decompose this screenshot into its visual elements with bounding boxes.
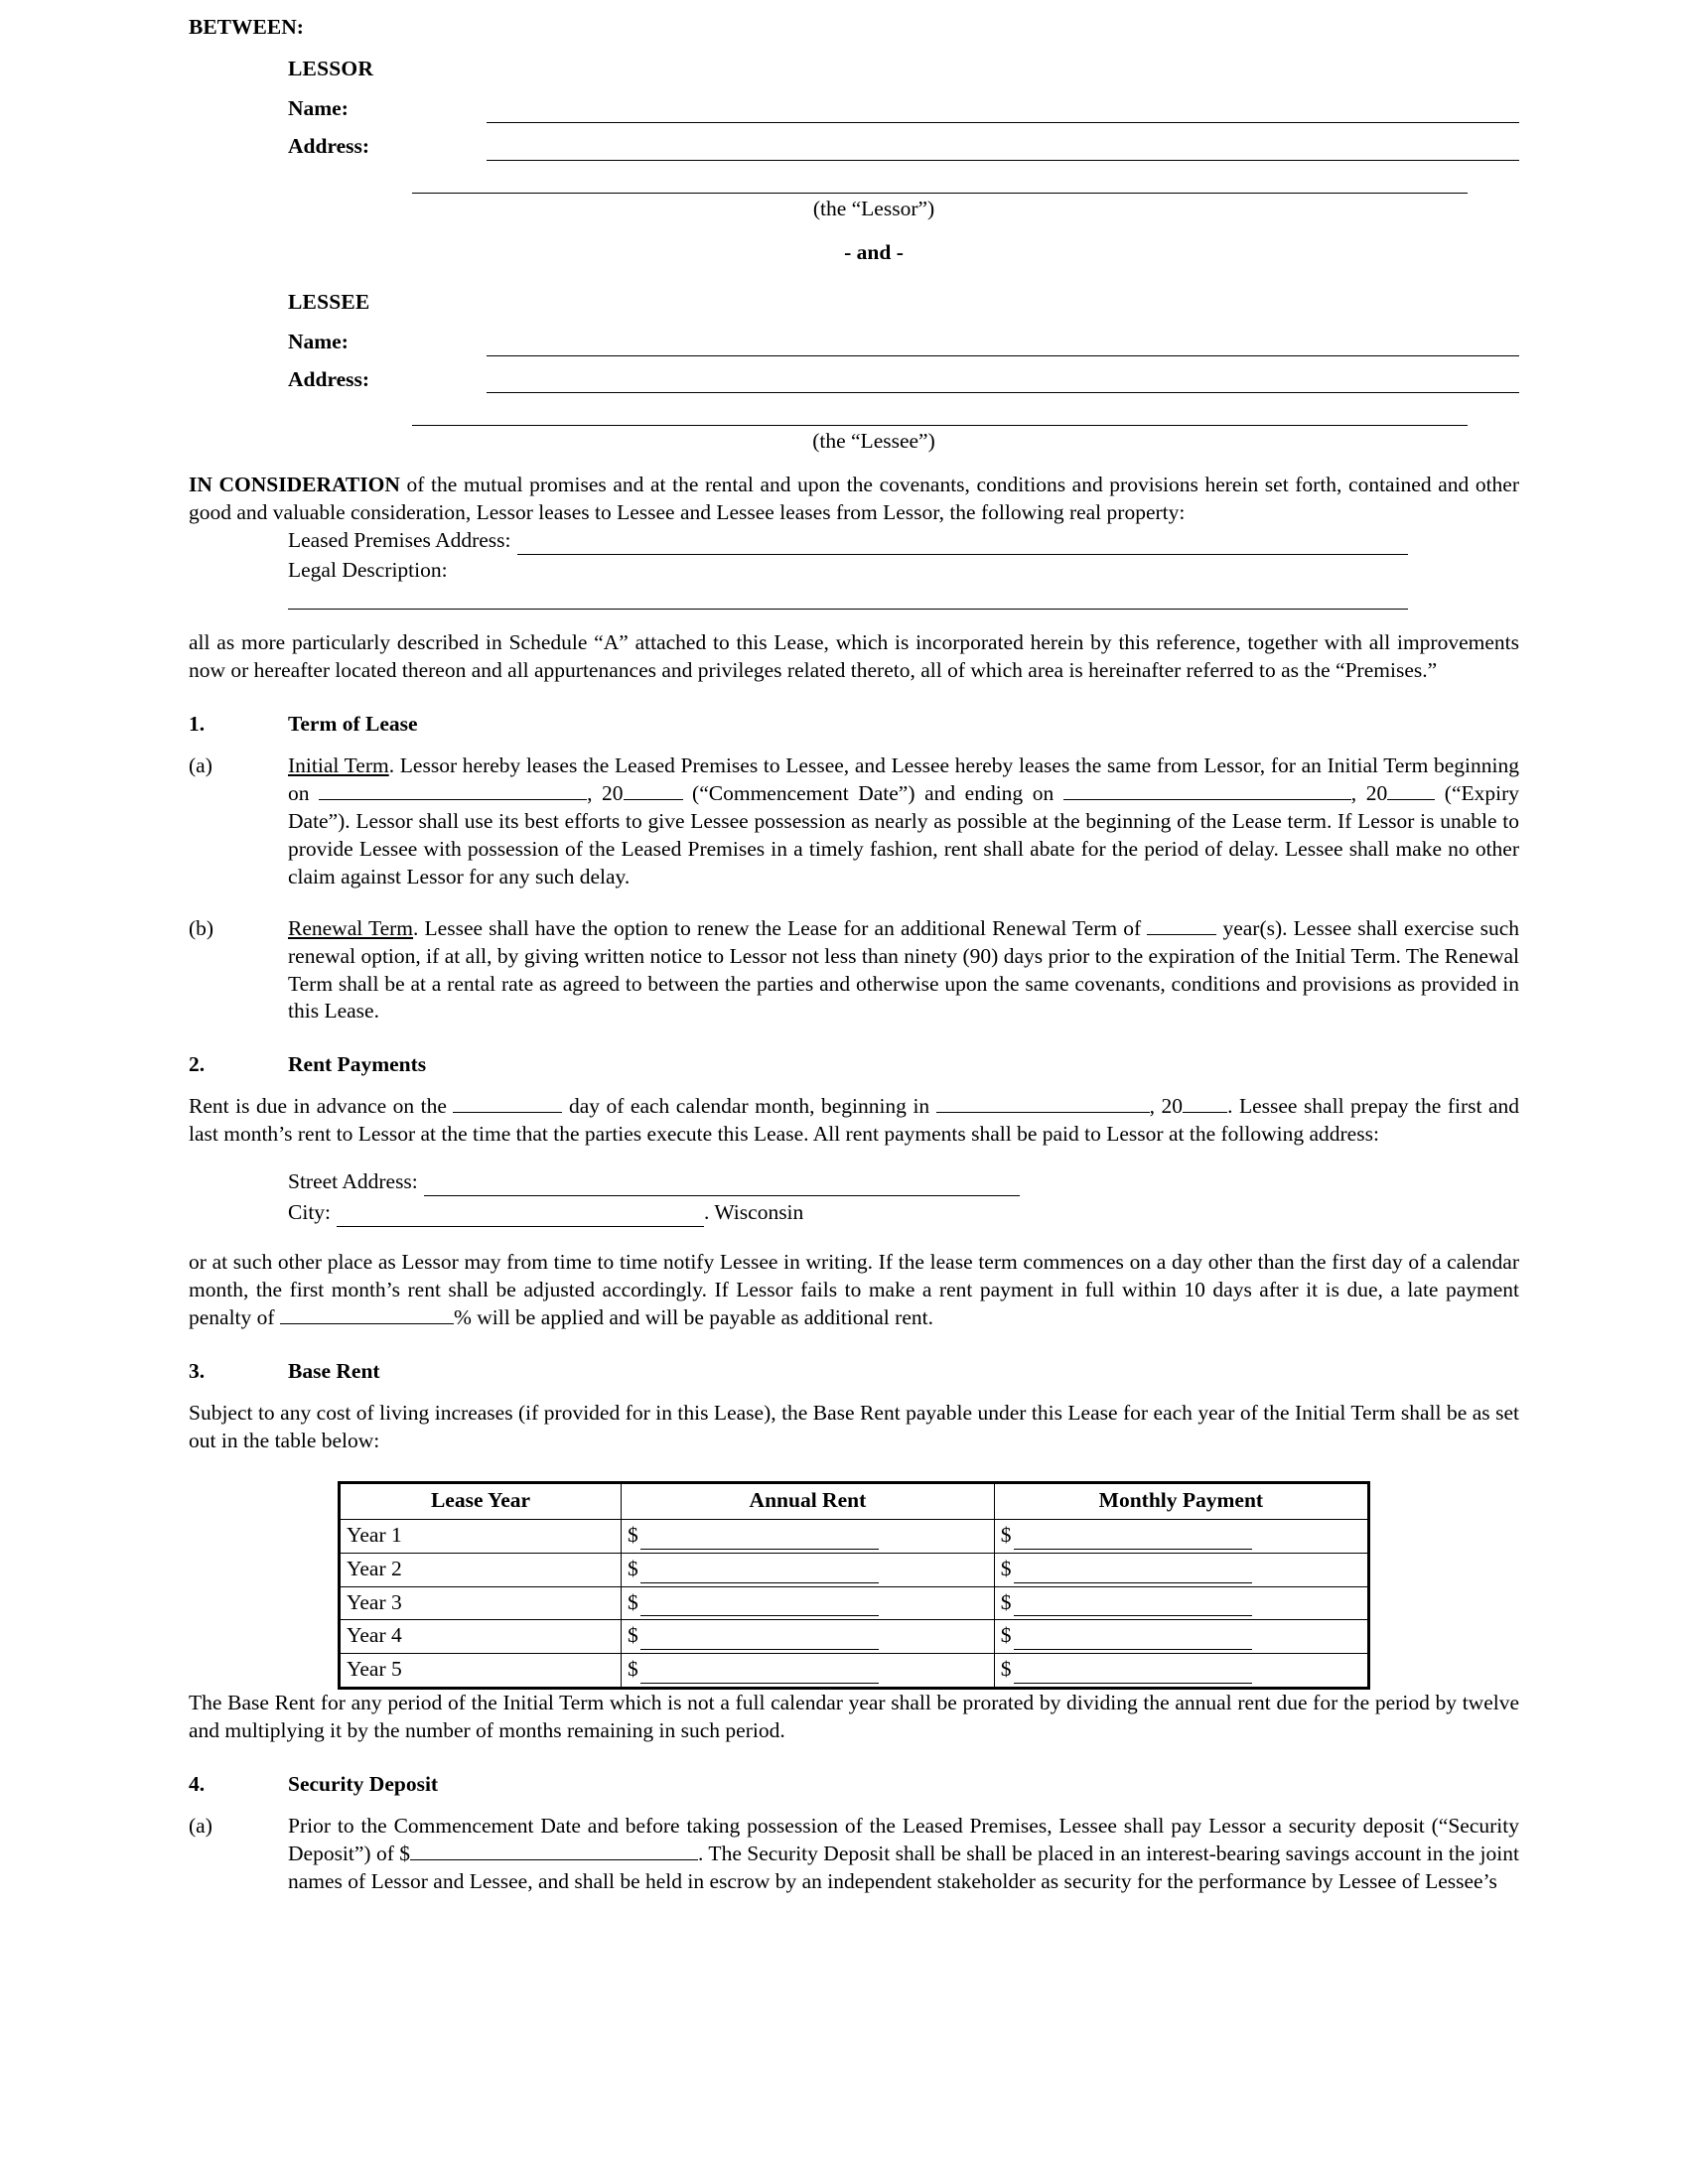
section-2-number: 2. (189, 1052, 206, 1077)
section-4a-text-2: . The Security Deposit shall be shall be placed in an interest-bearing savings account in the joint names of Lessor and Lessee, and shall be held in escrow by an independent stakeholder as security for the performance by Lessee of Lessee’s (288, 1842, 1519, 1893)
table-header-monthly-payment: Monthly Payment (994, 1482, 1368, 1519)
section-1a-heading: Initial Term (288, 752, 389, 777)
base-rent-table (338, 1481, 1370, 1691)
section-1a-letter: (a) (189, 752, 212, 777)
rent-payment-address-block (288, 1168, 1519, 1227)
annual-rent-blank[interactable] (640, 1531, 879, 1550)
between-label: BETWEEN: (189, 15, 304, 39)
section-1b-heading: Renewal Term (288, 915, 414, 940)
section-4-heading (189, 1771, 1519, 1799)
row-monthly-payment-cell[interactable] (994, 1553, 1368, 1586)
annual-rent-blank[interactable] (640, 1597, 879, 1616)
lessor-name-row (288, 95, 1519, 123)
rent-city-label: City: (288, 1200, 332, 1225)
section-2-p1a: Rent is due in advance on the (189, 1094, 454, 1119)
lessor-address-fill-line-2[interactable] (412, 171, 1468, 194)
lessor-address-row (288, 133, 1519, 161)
base-rent-table-wrapper (189, 1481, 1519, 1691)
rent-city-row (288, 1199, 1519, 1227)
currency-symbol: $ (628, 1522, 638, 1547)
currency-symbol: $ (1000, 1522, 1012, 1547)
lessee-heading: LESSEE (288, 289, 370, 314)
row-monthly-payment-cell[interactable] (994, 1586, 1368, 1620)
section-2-p1c: , 20 (1149, 1094, 1184, 1119)
lessor-name-fill-line[interactable] (487, 100, 1519, 123)
leased-premises-address-label: Leased Premises Address: (288, 528, 511, 553)
section-1b-text-2: year(s). Lessee shall exercise such renewal option, if at all, by giving written notice to Lessor not less than ninety (90) days prior to the expiration of the Initial Term. The Renewal Term shall be at a rental rate as agreed to between the parties and otherwise upon the same covenants, conditions and provisions as provided in this Lease. (288, 915, 1519, 1024)
lessor-heading: LESSOR (288, 56, 374, 80)
row-annual-rent-cell[interactable] (622, 1586, 995, 1620)
section-2-p2b: % will be applied and will be payable as additional rent. (453, 1304, 933, 1329)
section-3-heading (189, 1358, 1519, 1386)
table-row (340, 1654, 1369, 1689)
row-monthly-payment-cell[interactable] (994, 1654, 1368, 1689)
table-row (340, 1519, 1369, 1553)
annual-rent-blank[interactable] (640, 1565, 879, 1583)
lessee-address-label: Address: (288, 366, 370, 391)
row-year-label: Year 2 (340, 1553, 622, 1586)
row-annual-rent-cell[interactable] (622, 1654, 995, 1689)
currency-symbol: $ (628, 1623, 638, 1648)
lessee-address-fill-line-1[interactable] (487, 370, 1519, 393)
monthly-payment-blank[interactable] (1014, 1597, 1252, 1616)
premises-closing-paragraph: all as more particularly described in Schedule “A” attached to this Lease, which is incorporated herein by this reference, together with all improvements now or hereafter located thereon and all appurtenances and privileges related thereto, all of which area is hereinafter referred to as the “Premises.” (189, 630, 1519, 683)
row-annual-rent-cell[interactable] (622, 1620, 995, 1654)
rent-state-label: . Wisconsin (704, 1200, 804, 1225)
table-row (340, 1553, 1369, 1586)
section-1a-text-3: (“Commencement Date”) and ending on (682, 780, 1063, 805)
renewal-term-years-blank[interactable] (1147, 917, 1216, 935)
section-1a-text-4: , 20 (1350, 780, 1388, 805)
commencement-date-blank[interactable] (319, 782, 587, 800)
section-1a-text-5: (“Expiry Date”). Lessor shall use its best efforts to give Lessee possession as nearly as possible at the beginning of the Lease term. If Lessor is unable to provide Lessee with possession of the Leased Premises in a timely fashion, rent shall abate for the period of delay. Lessee shall make no other claim against Lessor for any such delay. (288, 780, 1520, 888)
and-separator: - and - (844, 239, 904, 264)
legal-description-label: Legal Description: (288, 558, 448, 583)
section-1b-text-1: . Lessee shall have the option to renew the Lease for an additional Renewal Term of (413, 915, 1148, 940)
lease-agreement-body (189, 14, 1519, 1896)
leased-premises-address-fill-line[interactable] (517, 534, 1408, 555)
section-2-p1b: day of each calendar month, beginning in (562, 1094, 936, 1119)
row-year-label: Year 5 (340, 1654, 622, 1689)
lessor-caption: (the “Lessor”) (812, 196, 935, 220)
lessee-name-fill-line[interactable] (487, 334, 1519, 356)
currency-symbol: $ (628, 1657, 638, 1682)
section-3-intro: Subject to any cost of living increases (if provided for in this Lease), the Base Rent payable under this Lease for each year of the Initial Term shall be as set out in the table below: (189, 1400, 1519, 1452)
row-year-label: Year 1 (340, 1519, 622, 1553)
legal-description-spacer (454, 565, 1519, 585)
rent-begin-year-blank[interactable] (1183, 1095, 1227, 1113)
currency-symbol: $ (1000, 1556, 1012, 1580)
rent-city-blank[interactable] (337, 1206, 704, 1227)
section-1a-text-2: , 20 (587, 780, 624, 805)
monthly-payment-blank[interactable] (1014, 1565, 1252, 1583)
lessor-address-label: Address: (288, 133, 370, 158)
section-4a (189, 1813, 1519, 1896)
section-2-title: Rent Payments (288, 1052, 427, 1077)
section-1a-text (288, 752, 1519, 891)
row-year-label: Year 3 (340, 1586, 622, 1620)
table-row (340, 1586, 1369, 1620)
row-monthly-payment-cell[interactable] (994, 1519, 1368, 1553)
rent-street-address-blank[interactable] (424, 1175, 1020, 1196)
currency-symbol: $ (1000, 1657, 1012, 1682)
row-monthly-payment-cell[interactable] (994, 1620, 1368, 1654)
section-1-title: Term of Lease (288, 712, 418, 736)
consideration-text: of the mutual promises and at the rental and upon the covenants, conditions and provisions herein set forth, contained and other good and valuable consideration, Lessor leases to Lessee and Lessee leases from Lessor, the following real property: (189, 473, 1520, 525)
table-header-lease-year: Lease Year (340, 1482, 622, 1519)
section-1-heading (189, 711, 1519, 739)
monthly-payment-blank[interactable] (1014, 1665, 1252, 1684)
monthly-payment-blank[interactable] (1014, 1531, 1252, 1550)
section-4-number: 4. (189, 1772, 206, 1797)
rent-due-day-blank[interactable] (453, 1095, 562, 1113)
section-4a-text-1: Prior to the Commencement Date and before taking possession of the Leased Premises, Lessee shall pay Lessor a security deposit (“Security Deposit”) of $ (288, 1814, 1519, 1866)
section-1b-letter: (b) (189, 915, 214, 940)
rent-street-address-row (288, 1168, 1519, 1196)
lessee-name-row (288, 329, 1519, 356)
table-row (340, 1620, 1369, 1654)
section-2-p2a: or at such other place as Lessor may from time to time notify Lessee in writing. If the lease term commences on a day other than the first day of a calendar month, the first month’s rent shall be adjusted accordingly. If Lessor fails to make a rent payment in full within 10 days after it is due, a late payment penalty of (189, 1250, 1519, 1329)
section-2-paragraph-2 (189, 1249, 1519, 1332)
annual-rent-blank[interactable] (640, 1665, 879, 1684)
lessor-name-label: Name: (288, 95, 349, 120)
section-1b-text (288, 915, 1519, 1026)
legal-description-row (288, 557, 1519, 585)
section-4a-letter: (a) (189, 1814, 212, 1839)
expiry-date-blank[interactable] (1063, 782, 1351, 800)
commencement-year-blank[interactable] (624, 782, 683, 800)
section-1a (189, 752, 1519, 891)
lessee-name-label: Name: (288, 329, 349, 353)
lessee-caption: (the “Lessee”) (812, 429, 935, 454)
annual-rent-blank[interactable] (640, 1631, 879, 1650)
lessee-address-row (288, 366, 1519, 394)
lessor-address-fill-line-1[interactable] (487, 138, 1519, 161)
section-2-paragraph-1 (189, 1093, 1519, 1149)
section-3-title: Base Rent (288, 1358, 380, 1383)
rent-street-address-label: Street Address: (288, 1169, 418, 1194)
rent-begin-month-blank[interactable] (936, 1095, 1150, 1113)
currency-symbol: $ (628, 1556, 638, 1580)
section-2-heading (189, 1051, 1519, 1079)
consideration-lead: IN CONSIDERATION (189, 473, 400, 497)
late-penalty-percent-blank[interactable] (280, 1306, 454, 1324)
consideration-paragraph (189, 472, 1519, 527)
section-1b (189, 915, 1519, 1026)
legal-description-fill-line[interactable] (288, 587, 1408, 610)
row-annual-rent-cell[interactable] (622, 1553, 995, 1586)
premises-fields (288, 527, 1519, 610)
security-deposit-amount-blank[interactable] (410, 1843, 698, 1860)
section-1-number: 1. (189, 712, 206, 736)
currency-symbol: $ (1000, 1623, 1012, 1648)
section-2-p1d: . Lessee shall prepay the first and last month’s rent to Lessor at the time that the parties execute this Lease. All rent payments shall be paid to Lessor at the following address: (189, 1094, 1520, 1147)
leased-premises-address-row (288, 527, 1519, 555)
monthly-payment-blank[interactable] (1014, 1631, 1252, 1650)
lessee-address-fill-line-2[interactable] (412, 403, 1468, 426)
table-header-row (340, 1482, 1369, 1519)
currency-symbol: $ (628, 1589, 638, 1614)
expiry-year-blank[interactable] (1387, 782, 1435, 800)
table-header-annual-rent: Annual Rent (622, 1482, 995, 1519)
section-3-after-table: The Base Rent for any period of the Initial Term which is not a full calendar year shall be prorated by dividing the annual rent due for the period by twelve and multiplying it by the number of months remaining in such period. (189, 1691, 1519, 1743)
section-3-number: 3. (189, 1358, 206, 1383)
row-year-label: Year 4 (340, 1620, 622, 1654)
section-4-title: Security Deposit (288, 1772, 439, 1797)
section-4a-text (288, 1813, 1519, 1896)
row-annual-rent-cell[interactable] (622, 1519, 995, 1553)
section-1a-text-1: . Lessor hereby leases the Leased Premises to Lessee, and Lessee hereby leases the same from Lessor, for an Initial Term beginning on (288, 752, 1520, 805)
currency-symbol: $ (1000, 1589, 1012, 1614)
